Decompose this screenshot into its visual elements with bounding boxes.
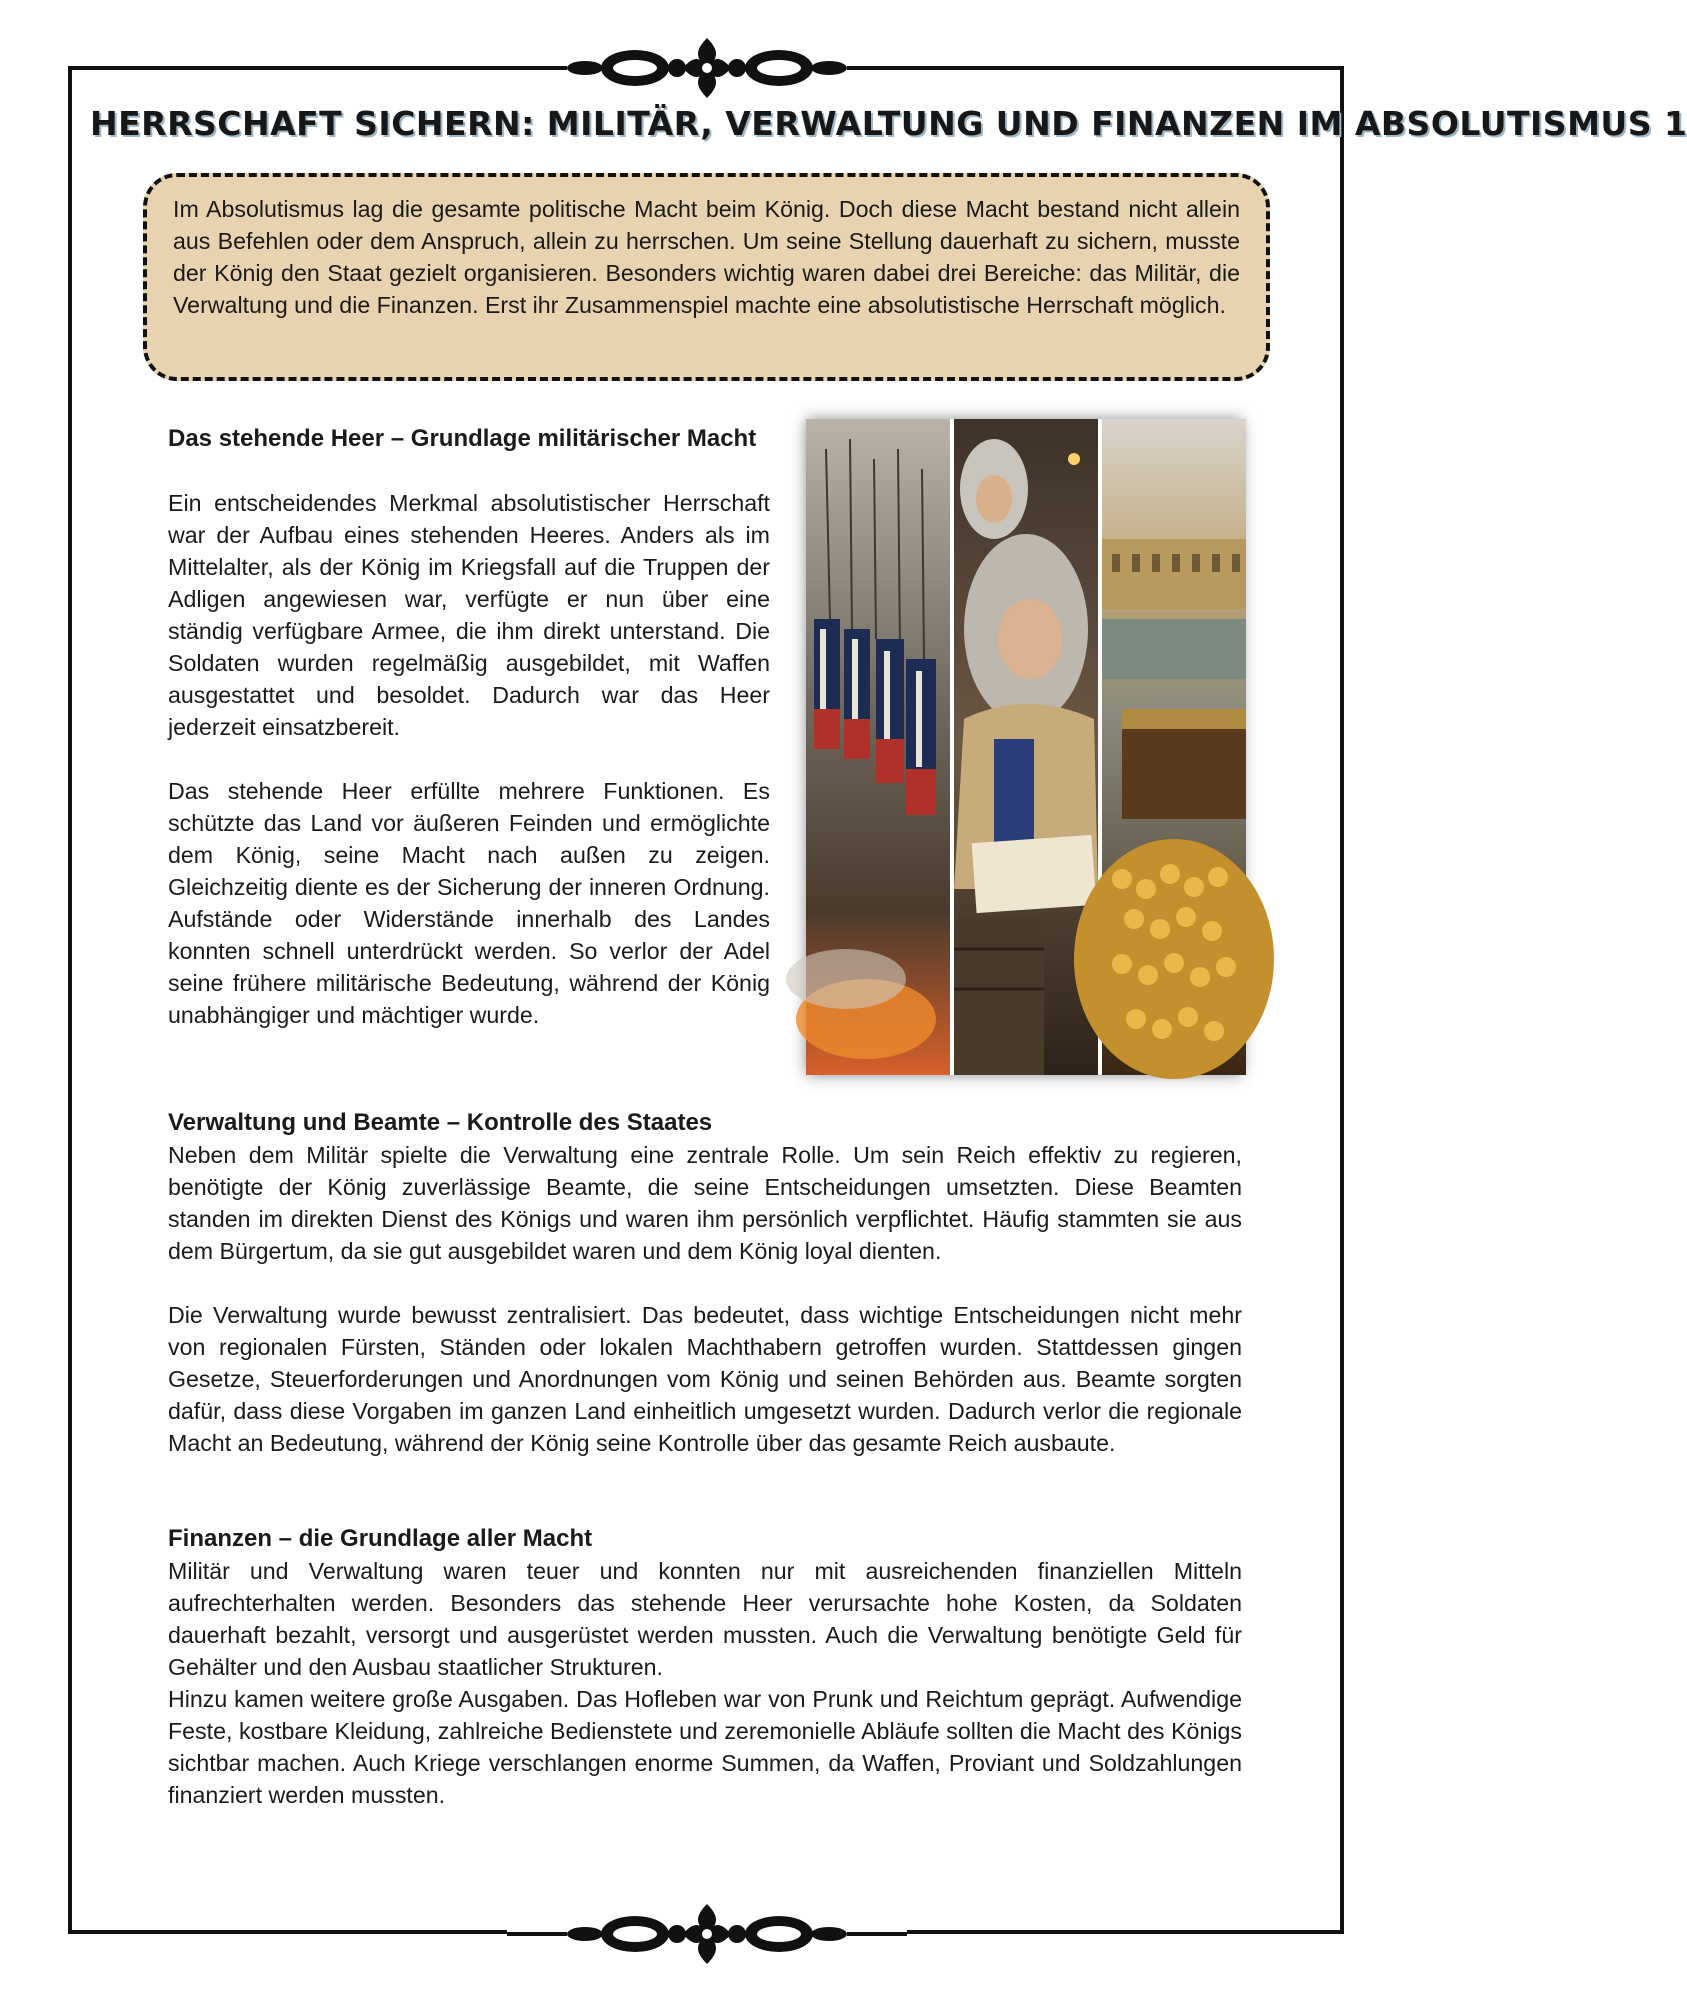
bottom-ornament [507,1902,907,1966]
paragraph-verwaltung-1: Neben dem Militär spielte die Verwaltung eine zentrale Rolle. Um sein Reich effektiv zu regieren, benötigte der König zuverlässige Beamte, die seine Entscheidungen umsetzten. Diese Beamten standen im direkten Dienst des Königs und waren ihm persönlich verpflichtet. Häufig stammten sie aus dem Bürgertum, da sie gut ausgebildet waren und dem König loyal dienten. [168,1142,1242,1264]
flourish-ornament-icon [507,36,907,100]
top-ornament [507,36,907,100]
intro-text: Im Absolutismus lag die gesamte politische Macht beim König. Doch diese Macht bestand nicht allein aus Befehlen oder dem Anspruch, allein zu herrschen. Um seine Stellung dauerhaft zu sichern, musste der König den Staat gezielt organisieren. Besonders wichtig waren dabei drei Bereiche: das Militär, die Verwaltung und die Finanzen. Erst ihr Zusammenspiel machte eine absolutistische Herrschaft möglich. [173,196,1240,318]
illustration-collage [806,419,1242,1075]
paragraph-heer-2: Das stehende Heer erfüllte mehrere Funktionen. Es schützte das Land vor äußeren Feinden und ermöglichte dem König, seine Macht nach außen zu zeigen. Gleichzeitig diente es der Sicherung der inneren Ordnung. Aufstände oder Widerstände innerhalb des Landes konnten schnell unterdrückt werden. So verlor der Adel seine frühere militärische Bedeutung, während der König unabhängiger und mächtiger wurde. [168,778,770,1028]
intro-box [143,173,1270,381]
section-heading-finanzen: Finanzen – die Grundlage aller Macht [168,1525,593,1552]
soldiers-image [806,419,950,1075]
paragraph-finanzen-1: Militär und Verwaltung waren teuer und konnten nur mit ausreichenden finanziellen Mitteln aufrechterhalten werden. Besonders das stehende Heer verursachte hohe Kosten, da Soldaten dauerhaft bezahlt, versorgt und ausgerüstet werden mussten. Auch die Verwaltung benötigte Geld für Gehälter und den Ausbau staatlicher Strukturen. [168,1558,1242,1680]
paragraph-finanzen-2: Hinzu kamen weitere große Ausgaben. Das Hofleben war von Prunk und Reichtum geprägt. Aufwendige Feste, kostbare Kleidung, zahlreiche Bedienstete und zeremonielle Abläufe sollten die Macht des Königs sichtbar machen. Auch Kriege verschlangen enorme Summen, da Waffen, Proviant und Soldzahlungen finanziert werden mussten. [168,1686,1242,1808]
section-heading-heer: Das stehende Heer – Grundlage militärischer Macht [168,425,757,452]
paragraph-verwaltung-2: Die Verwaltung wurde bewusst zentralisiert. Das bedeutet, dass wichtige Entscheidungen nicht mehr von regionalen Fürsten, Ständen oder lokalen Machthabern getroffen wurden. Stattdessen gingen Gesetze, Steuerforderungen und Anordnungen vom König und seinen Behörden aus. Beamte sorgten dafür, dass diese Vorgaben im ganzen Land einheitlich umgesetzt wurden. Dadurch verlor die regionale Macht an Bedeutung, während der König seine Kontrolle über das gesamte Reich ausbaute. [168,1302,1242,1456]
section-heading-verwaltung: Verwaltung und Beamte – Kontrolle des Staates [168,1109,713,1136]
treasure-palace-image [1102,419,1246,1075]
page-title: HERRSCHAFT SICHERN: MILITÄR, VERWALTUNG UND FINANZEN IM ABSOLUTISMUS 1 [90,104,1687,143]
paragraph-heer-1: Ein entscheidendes Merkmal absolutistischer Herrschaft war der Aufbau eines stehenden Heeres. Anders als im Mittelalter, als der König im Kriegsfall auf die Truppen der Adligen angewiesen war, verfügte er nun über eine ständig verfügbare Armee, die ihm direkt unterstand. Die Soldaten wurden regelmäßig ausgebildet, mit Waffen ausgestattet und besoldet. Dadurch war das Heer jederzeit einsatzbereit. [168,490,770,740]
flourish-ornament-icon [507,1902,907,1966]
